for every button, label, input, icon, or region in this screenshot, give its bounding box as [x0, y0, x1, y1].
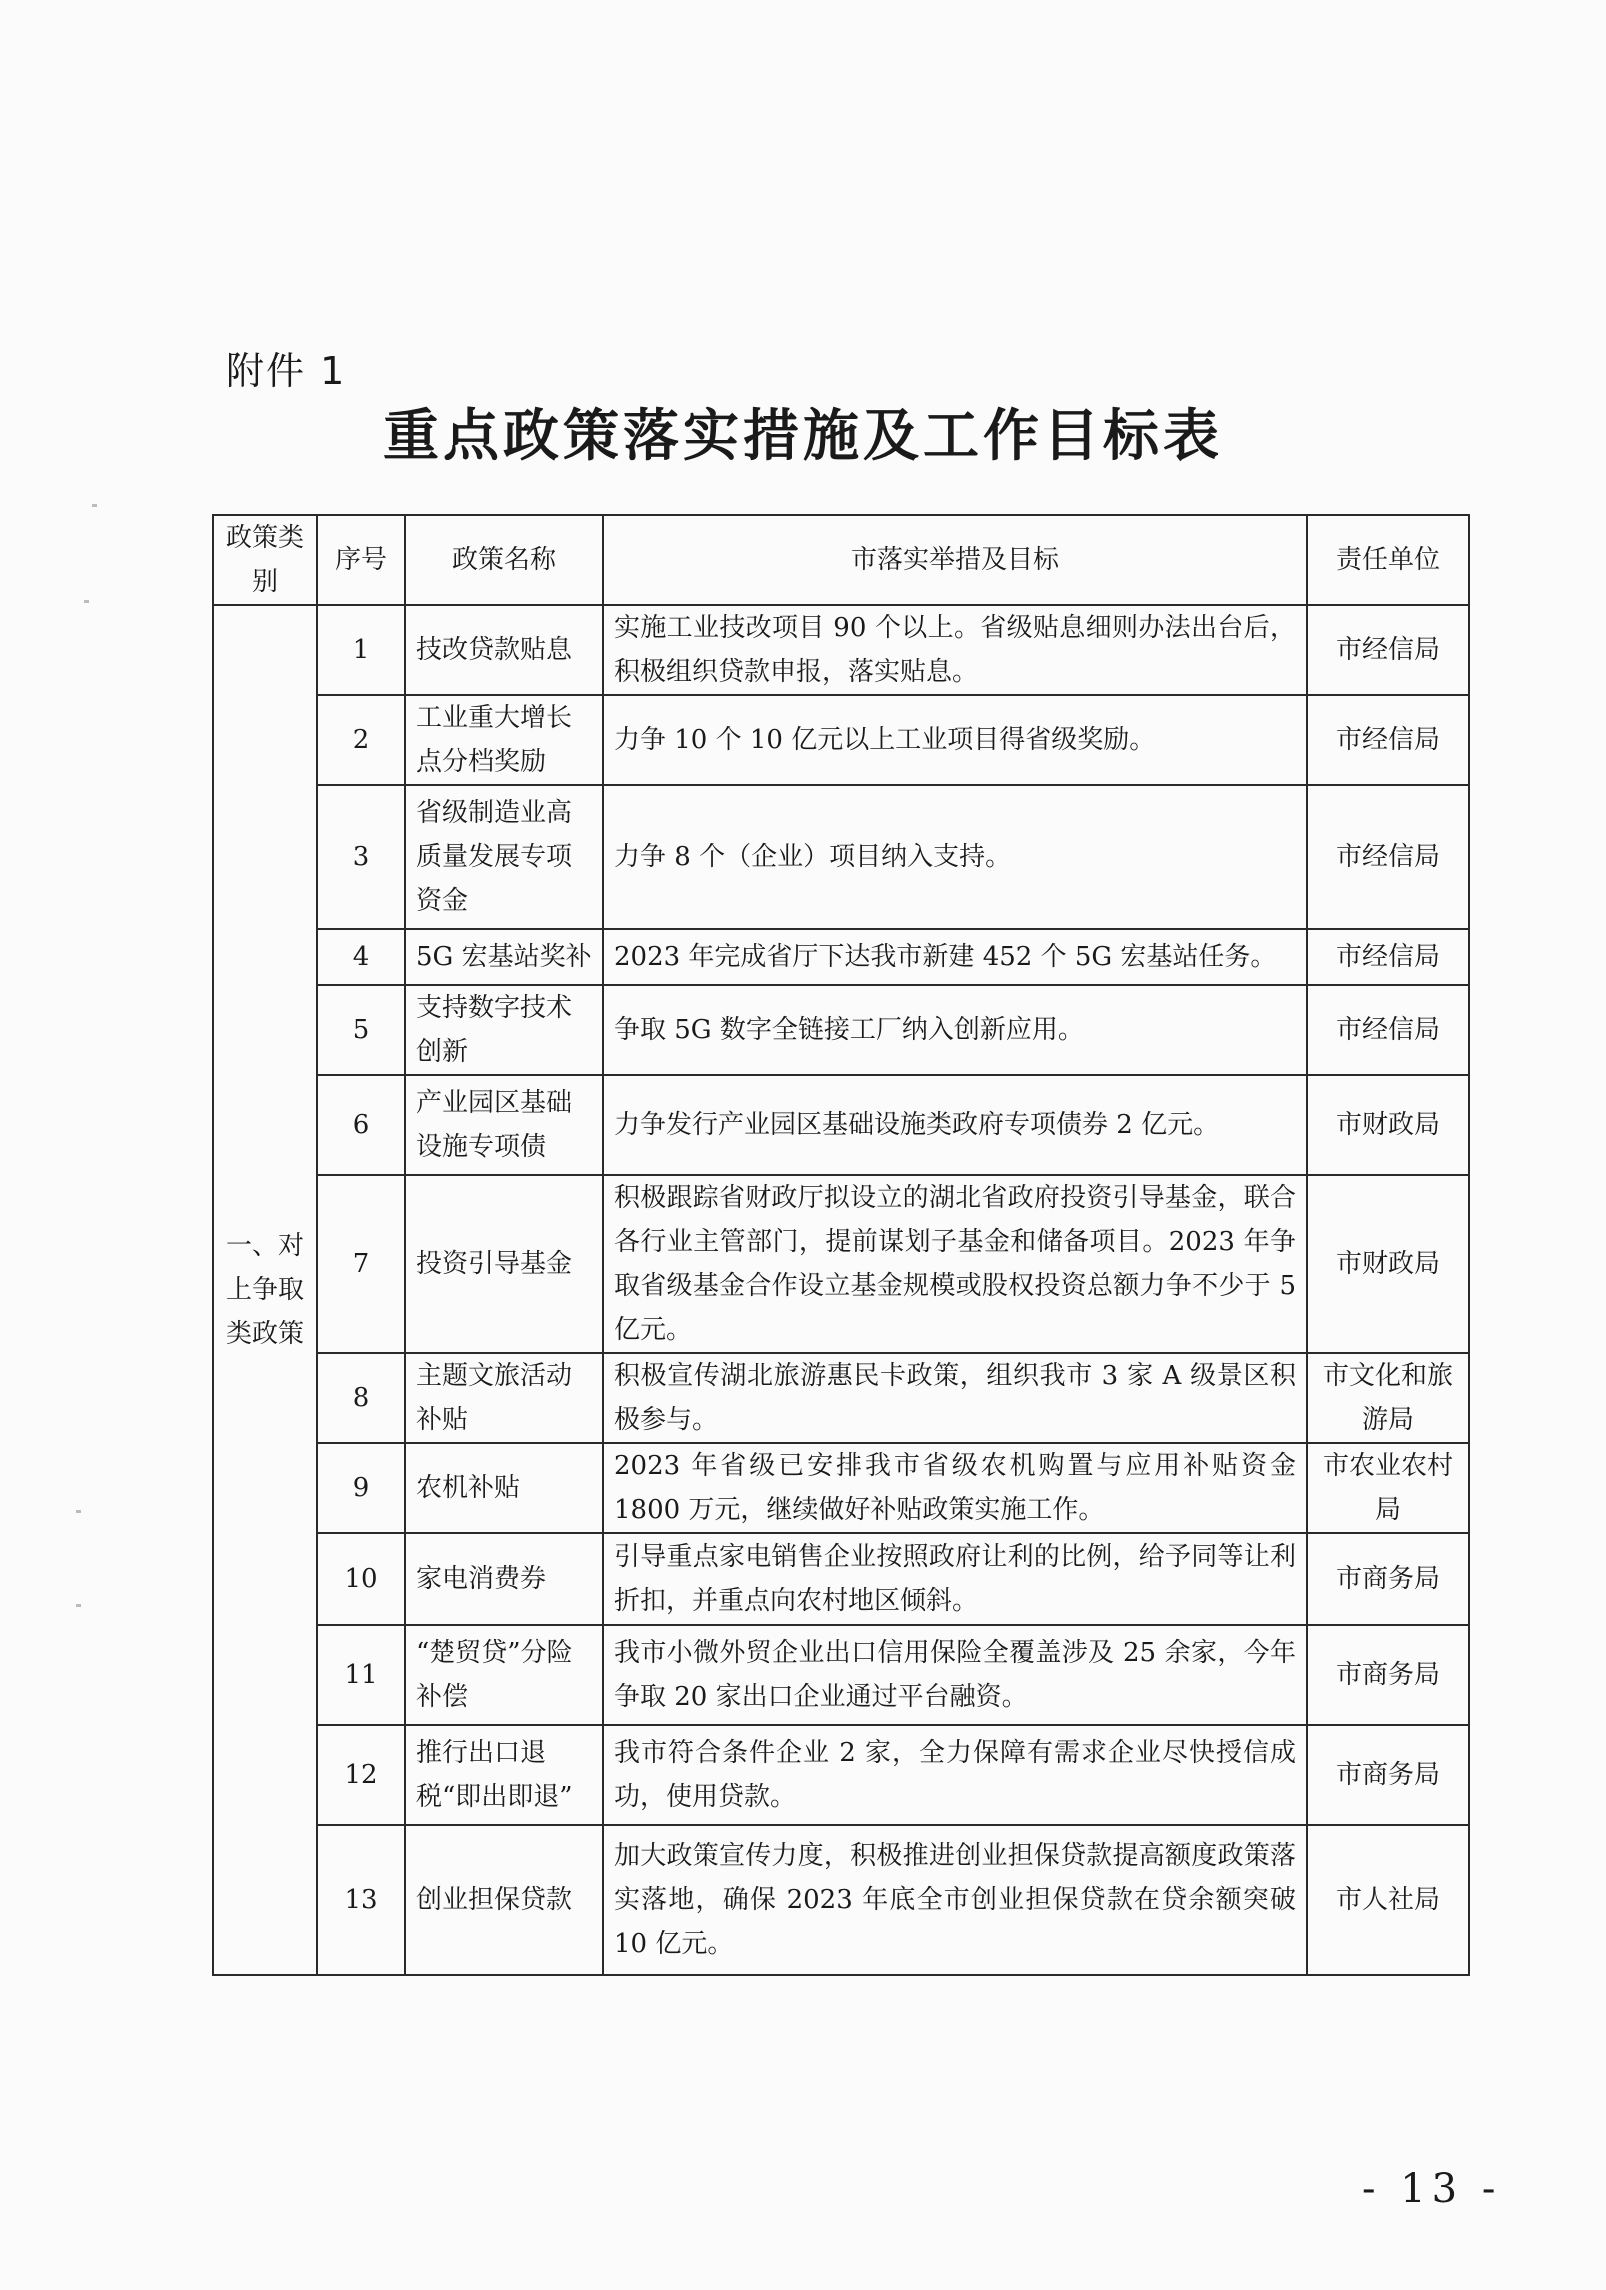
policy-name: 家电消费券	[405, 1533, 603, 1625]
policy-name: 支持数字技术创新	[405, 985, 603, 1075]
table-row	[213, 929, 1469, 985]
category-cell: 一、对上争取类政策	[213, 605, 317, 1975]
responsible-unit: 市农业农村局	[1307, 1443, 1469, 1533]
table-row	[213, 985, 1469, 1075]
policy-measure: 加大政策宣传力度，积极推进创业担保贷款提高额度政策落实落地，确保 2023 年底全市创业担保贷款在贷余额突破 10 亿元。	[603, 1825, 1307, 1975]
policy-name: “楚贸贷”分险补偿	[405, 1625, 603, 1725]
row-number: 4	[317, 929, 405, 985]
document-title: 重点政策落实措施及工作目标表	[383, 403, 1223, 469]
policy-name: 推行出口退税“即出即退”	[405, 1725, 603, 1825]
table-row	[213, 1625, 1469, 1725]
row-number: 12	[317, 1725, 405, 1825]
row-number: 7	[317, 1175, 405, 1353]
responsible-unit: 市经信局	[1307, 985, 1469, 1075]
policy-name: 主题文旅活动补贴	[405, 1353, 603, 1443]
header-number: 序号	[317, 515, 405, 605]
responsible-unit: 市商务局	[1307, 1533, 1469, 1625]
policy-measure: 2023 年完成省厅下达我市新建 452 个 5G 宏基站任务。	[603, 929, 1307, 985]
responsible-unit: 市人社局	[1307, 1825, 1469, 1975]
table-row	[213, 1353, 1469, 1443]
table-row	[213, 785, 1469, 929]
responsible-unit: 市经信局	[1307, 695, 1469, 785]
page-number: - 13 -	[1362, 2166, 1502, 2212]
scan-speck	[84, 600, 89, 603]
responsible-unit: 市商务局	[1307, 1725, 1469, 1825]
attachment-label: 附件 1	[226, 349, 347, 393]
table-header-row	[213, 515, 1469, 605]
policy-name: 创业担保贷款	[405, 1825, 603, 1975]
row-number: 9	[317, 1443, 405, 1533]
header-name: 政策名称	[405, 515, 603, 605]
policy-name: 农机补贴	[405, 1443, 603, 1533]
responsible-unit: 市经信局	[1307, 785, 1469, 929]
policy-measure: 引导重点家电销售企业按照政府让利的比例，给予同等让利折扣，并重点向农村地区倾斜。	[603, 1533, 1307, 1625]
policy-name: 技改贷款贴息	[405, 605, 603, 695]
responsible-unit: 市财政局	[1307, 1175, 1469, 1353]
row-number: 8	[317, 1353, 405, 1443]
policy-measure: 实施工业技改项目 90 个以上。省级贴息细则办法出台后，积极组织贷款申报，落实贴息。	[603, 605, 1307, 695]
table-row	[213, 1175, 1469, 1353]
table-row	[213, 1533, 1469, 1625]
policy-measure: 力争 8 个（企业）项目纳入支持。	[603, 785, 1307, 929]
policy-measure: 力争 10 个 10 亿元以上工业项目得省级奖励。	[603, 695, 1307, 785]
policy-name: 工业重大增长点分档奖励	[405, 695, 603, 785]
row-number: 10	[317, 1533, 405, 1625]
scan-speck	[92, 504, 97, 507]
policy-measure: 积极跟踪省财政厅拟设立的湖北省政府投资引导基金，联合各行业主管部门，提前谋划子基金和储备项目。2023 年争取省级基金合作设立基金规模或股权投资总额力争不少于 5 亿元。	[603, 1175, 1307, 1353]
table-row	[213, 1825, 1469, 1975]
table-row	[213, 1443, 1469, 1533]
policy-measure: 2023 年省级已安排我市省级农机购置与应用补贴资金 1800 万元，继续做好补贴政策实施工作。	[603, 1443, 1307, 1533]
row-number: 2	[317, 695, 405, 785]
policy-measure: 我市小微外贸企业出口信用保险全覆盖涉及 25 余家，今年争取 20 家出口企业通过平台融资。	[603, 1625, 1307, 1725]
policy-measure: 争取 5G 数字全链接工厂纳入创新应用。	[603, 985, 1307, 1075]
policy-table	[212, 514, 1470, 1976]
table-row	[213, 1075, 1469, 1175]
table-row	[213, 695, 1469, 785]
row-number: 3	[317, 785, 405, 929]
row-number: 13	[317, 1825, 405, 1975]
policy-measure: 积极宣传湖北旅游惠民卡政策，组织我市 3 家 A 级景区积极参与。	[603, 1353, 1307, 1443]
table-row	[213, 1725, 1469, 1825]
responsible-unit: 市财政局	[1307, 1075, 1469, 1175]
policy-measure: 我市符合条件企业 2 家，全力保障有需求企业尽快授信成功，使用贷款。	[603, 1725, 1307, 1825]
table-row	[213, 605, 1469, 695]
policy-measure: 力争发行产业园区基础设施类政府专项债券 2 亿元。	[603, 1075, 1307, 1175]
policy-name: 投资引导基金	[405, 1175, 603, 1353]
header-category: 政策类别	[213, 515, 317, 605]
header-unit: 责任单位	[1307, 515, 1469, 605]
policy-name: 5G 宏基站奖补	[405, 929, 603, 985]
responsible-unit: 市经信局	[1307, 605, 1469, 695]
row-number: 5	[317, 985, 405, 1075]
responsible-unit: 市经信局	[1307, 929, 1469, 985]
row-number: 1	[317, 605, 405, 695]
responsible-unit: 市文化和旅游局	[1307, 1353, 1469, 1443]
policy-name: 产业园区基础设施专项债	[405, 1075, 603, 1175]
row-number: 6	[317, 1075, 405, 1175]
policy-name: 省级制造业高质量发展专项资金	[405, 785, 603, 929]
scan-speck	[76, 1510, 81, 1513]
row-number: 11	[317, 1625, 405, 1725]
header-measures: 市落实举措及目标	[603, 515, 1307, 605]
responsible-unit: 市商务局	[1307, 1625, 1469, 1725]
scan-speck	[76, 1604, 81, 1607]
